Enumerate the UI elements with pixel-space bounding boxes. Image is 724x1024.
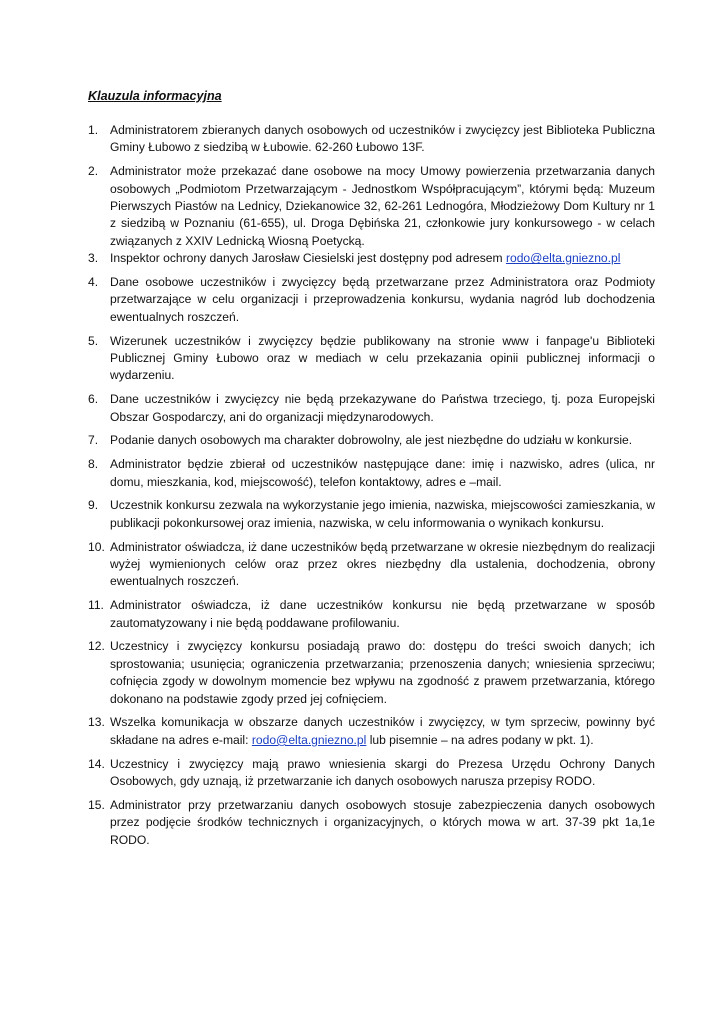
clause-text: Administrator może przekazać dane osobowe na mocy Umowy powierzenia przetwarzania danych osobowych „Podmiotom Przetwarzającym - Jednostkom Współpracującym”, którymi będą: Muzeum Pierwszych Piastów na Lednicy, Dziekanowice 32, 62-261 Lednogóra, Młodzieżowy Dom Kultury nr 1 z siedzibą w Poznaniu (61-655), ul. Droga Dębińska 21, członkowie jury konkursowego - w celach związanych z XXIV Lednicką Wiosną Poetycką. — [110, 164, 655, 248]
clause-number: 10. — [88, 539, 105, 554]
clause-item-11 — [88, 597, 655, 632]
clause-item-12 — [88, 638, 655, 708]
clause-number: 7. — [88, 433, 99, 448]
document-title: Klauzula informacyjna — [88, 89, 222, 103]
clause-text: Dane uczestników i zwycięzcy nie będą przekazywane do Państwa trzeciego, tj. poza Europejski Obszar Gospodarczy, ani do organizacji międzynarodowych. — [110, 392, 655, 424]
clause-text: Wszelka komunikacja w obszarze danych uczestników i zwycięzcy, w tym sprzeciw, powinny być składane na adres e-mail: — [110, 715, 655, 747]
clause-number: 1. — [88, 123, 99, 137]
clause-item-9 — [88, 497, 655, 532]
clause-item-5 — [88, 333, 655, 385]
clause-text: Podanie danych osobowych ma charakter dobrowolny, ale jest niezbędne do udziału w konkursie. — [110, 433, 633, 448]
clause-text: Inspektor ochrony danych Jarosław Ciesielski jest dostępny pod adresem — [110, 251, 506, 266]
clause-number: 4. — [88, 275, 99, 290]
email-link[interactable]: rodo@elta.gniezno.pl — [251, 732, 367, 747]
clause-number: 9. — [88, 498, 99, 513]
email-link[interactable]: rodo@elta.gniezno.pl — [505, 251, 621, 266]
clause-item-15 — [88, 797, 655, 849]
clause-number: 6. — [88, 392, 99, 407]
clause-item-7 — [88, 432, 655, 449]
document-page — [88, 88, 655, 856]
clause-text: Uczestnicy i zwycięzcy mają prawo wniesienia skargi do Prezesa Urzędu Ochrony Danych Osobowych, gdy uznają, iż przetwarzanie ich danych osobowych narusza przepisy RODO. — [110, 756, 655, 789]
clause-text: Uczestnik konkursu zezwala na wykorzystanie jego imienia, nazwiska, miejscowości zamieszkania, w publikacji pokonkursowej oraz imienia, nazwiska, w celu informowania o wynikach konkursu. — [110, 498, 655, 530]
clause-text: Wizerunek uczestników i zwycięzcy będzie publikowany na stronie www i fanpage'u Biblioteki Publicznej Gminy Łubowo oraz w mediach w celu przekazania opinii publicznej informacji o wydarzeniu. — [110, 333, 655, 383]
clause-item-1 — [88, 122, 655, 157]
clause-item-2 — [88, 163, 655, 250]
clause-item-13 — [88, 714, 655, 749]
clause-text: Uczestnicy i zwycięzcy konkursu posiadają prawo do: dostępu do treści swoich danych; ich sprostowania; usunięcia; ograniczenia przetwarzania; przenoszenia danych; wniesienia sprzeciwu; cofnięcia zgody w dowolnym momencie bez wpływu na zgodność z prawem przetwarzania, którego dokonano na podstawie zgody przed jej cofnięciem. — [110, 639, 655, 706]
clause-text: Administratorem zbieranych danych osobowych od uczestników i zwycięzcy jest Biblioteka Publiczna Gminy Łubowo z siedzibą w Łubowie. 62-260 Łubowo 13F. — [110, 123, 655, 155]
clause-number: 5. — [88, 333, 99, 348]
clause-number: 15. — [88, 797, 105, 812]
clause-text: Administrator oświadcza, iż dane uczestników będą przetwarzane w okresie niezbędnym do realizacji wyżej wymienionych celów oraz przez okres niezbędny dla ustalenia, dochodzenia, obrony ewentualnych roszczeń. — [110, 539, 655, 589]
clause-number: 14. — [88, 756, 105, 771]
clause-item-10 — [88, 539, 655, 591]
clause-item-8 — [88, 456, 655, 491]
clause-number: 11. — [88, 598, 104, 613]
clause-item-4 — [88, 274, 655, 326]
clause-text: Administrator będzie zbierał od uczestników następujące dane: imię i nazwisko, adres (ulica, nr domu, mieszkania, kod, miejscowość), telefon kontaktowy, adres e –mail. — [110, 457, 655, 489]
clause-item-6 — [88, 391, 655, 426]
clause-text: Administrator przy przetwarzaniu danych osobowych stosuje zabezpieczenia danych osobowych przez podjęcie środków technicznych i organizacyjnych, o których mowa w art. 37-39 pkt 1a,1e RODO. — [110, 797, 655, 847]
clause-number: 8. — [88, 457, 99, 472]
clause-list — [88, 122, 655, 849]
clause-number: 2. — [88, 164, 99, 179]
clause-text: Dane osobowe uczestników i zwycięzcy będą przetwarzane przez Administratora oraz Podmioty przetwarzające w celu organizacji i przeprowadzenia konkursu, wydania nagród lub dochodzenia ewentualnych roszczeń. — [110, 275, 655, 324]
clause-number: 3. — [88, 251, 99, 266]
clause-number: 12. — [88, 639, 105, 654]
clause-text-after: lub pisemnie – na adres podany w pkt. 1). — [366, 732, 594, 747]
clause-text: Administrator oświadcza, iż dane uczestników konkursu nie będą przetwarzane w sposób zautomatyzowany i nie będą poddawane profilowaniu. — [110, 598, 655, 630]
clause-number: 13. — [88, 715, 105, 730]
clause-item-3 — [88, 250, 655, 267]
clause-item-14 — [88, 756, 655, 791]
